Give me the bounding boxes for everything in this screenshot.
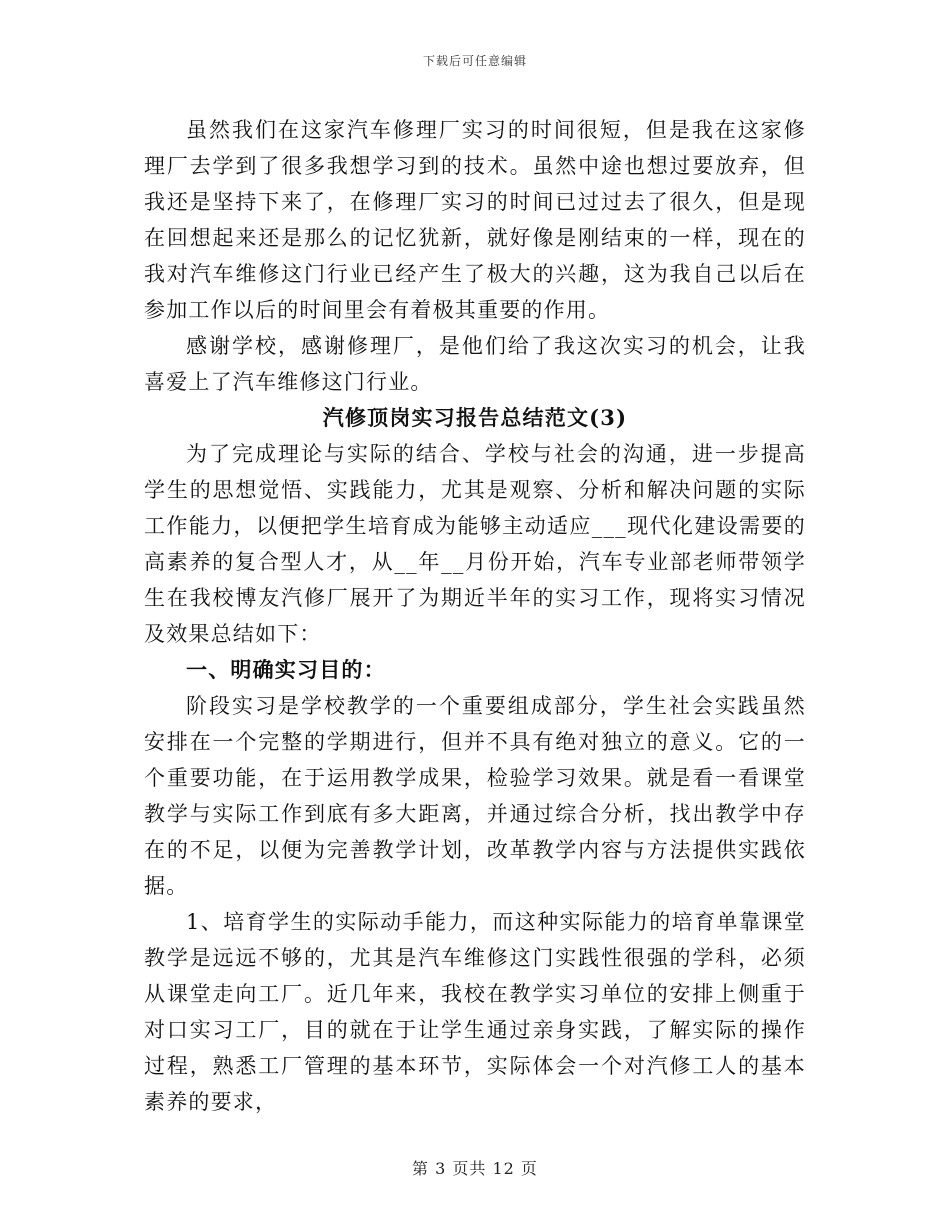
document-body [144, 112, 806, 1120]
header-note: 下载后可任意编辑 [422, 54, 527, 68]
section-title: 汽修顶岗实习报告总结范文(3) [322, 405, 628, 430]
paragraph-intro: 为了完成理论与实际的结合、学校与社会的沟通，进一步提高学生的思想觉悟、实践能力，尤其是观察、分析和解决问题的实际工作能力，以便把学生培育成为能够主动适应___现代化建设需要的高素养的复合型人才，从__年__月份开始，汽车专业部老师带领学生在我校博友汽修厂展开了为期近半年的实习工作，现将实习情况及效果总结如下： [144, 442, 806, 646]
paragraph-point-1: 1、培育学生的实际动手能力，而这种实际能力的培育单靠课堂教学是远远不够的，尤其是汽车维修这门实践性很强的学科，必须从课堂走向工厂。近几年来，我校在教学实习单位的安排上侧重于对口实习工厂，目的就在于让学生通过亲身实践，了解实际的操作过程，熟悉工厂管理的基本环节，实际体会一个对汽修工人的基本素养的要求， [144, 910, 806, 1114]
paragraph-purpose: 阶段实习是学校教学的一个重要组成部分，学生社会实践虽然安排在一个完整的学期进行，但并不具有绝对独立的意义。它的一个重要功能，在于运用教学成果，检验学习效果。就是看一看课堂教学与实际工作到底有多大距离，并通过综合分析，找出教学中存在的不足，以便为完善教学计划，改革教学内容与方法提供实践依据。 [144, 694, 806, 898]
paragraph-internship-reflection: 虽然我们在这家汽车修理厂实习的时间很短，但是我在这家修理厂去学到了很多我想学习到的技术。虽然中途也想过要放弃，但我还是坚持下来了，在修理厂实习的时间已过过去了很久，但是现在回想起来还是那么的记忆犹新，就好像是刚结束的一样，现在的我对汽车维修这门行业已经产生了极大的兴趣，这为我自己以后在参加工作以后的时间里会有着极其重要的作用。 [144, 118, 806, 322]
paragraph-thanks: 感谢学校，感谢修理厂，是他们给了我这次实习的机会，让我喜爱上了汽车维修这门行业。 [144, 334, 806, 394]
page-number: 第 3 页共 12 页 [412, 1159, 538, 1178]
heading-purpose: 一、明确实习目的： [186, 657, 386, 682]
